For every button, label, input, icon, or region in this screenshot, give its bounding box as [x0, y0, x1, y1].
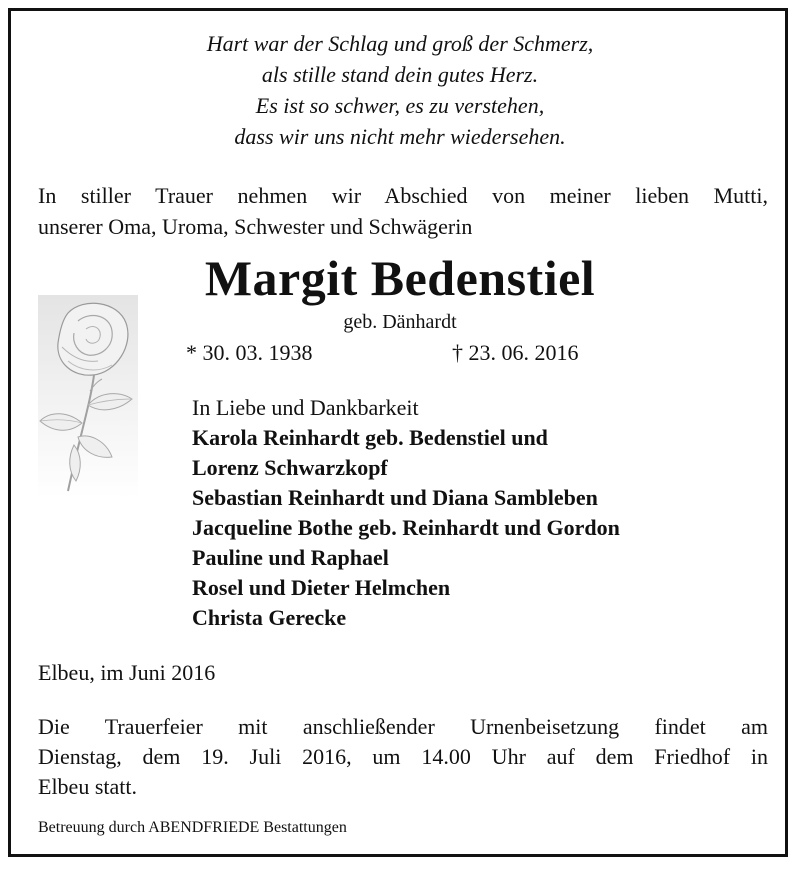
service-notice — [38, 712, 768, 802]
intro-text — [38, 180, 768, 242]
mourners-intro: In Liebe und Dankbarkeit — [192, 395, 419, 420]
deceased-name: Margit Bedenstiel — [204, 250, 596, 306]
poem-line: Hart war der Schlag und groß der Schmerz, — [206, 31, 594, 56]
mourners — [192, 393, 752, 633]
mourner-line: Sebastian Reinhardt und Diana Sambleben — [192, 485, 598, 510]
intro-line: unserer Oma, Uroma, Schwester und Schwägerin — [38, 214, 473, 239]
mourner-line: Lorenz Schwarzkopf — [192, 455, 388, 480]
place-date: Elbeu, im Juni 2016 — [38, 660, 216, 685]
death-date: † 23. 06. 2016 — [452, 340, 579, 365]
mourner-line: Rosel und Dieter Helmchen — [192, 575, 451, 600]
rose-icon — [38, 295, 138, 499]
poem-line: als stille stand dein gutes Herz. — [261, 62, 539, 87]
poem-line: dass wir uns nicht mehr wiedersehen. — [234, 124, 566, 149]
service-line: Elbeu statt. — [38, 774, 137, 799]
mourner-line: Pauline und Raphael — [192, 545, 389, 570]
poem-line: Es ist so schwer, es zu verstehen, — [255, 93, 545, 118]
undertaker-credit: Betreuung durch ABENDFRIEDE Bestattungen — [38, 819, 347, 836]
mourner-line: Karola Reinhardt geb. Bedenstiel und — [192, 425, 548, 450]
maiden-name: geb. Dänhardt — [343, 311, 457, 333]
service-line: Dienstag, dem 19. Juli 2016, um 14.00 Uhr auf dem Friedhof in — [38, 744, 768, 769]
mourner-line: Christa Gerecke — [192, 605, 347, 630]
mourner-line: Jacqueline Bothe geb. Reinhardt und Gordon — [192, 515, 620, 540]
birth-date: * 30. 03. 1938 — [186, 340, 313, 365]
poem — [0, 28, 800, 152]
service-line: Die Trauerfeier mit anschließender Urnenbeisetzung findet am — [38, 714, 768, 739]
intro-line: In stiller Trauer nehmen wir Abschied von meiner lieben Mutti, — [38, 183, 768, 208]
